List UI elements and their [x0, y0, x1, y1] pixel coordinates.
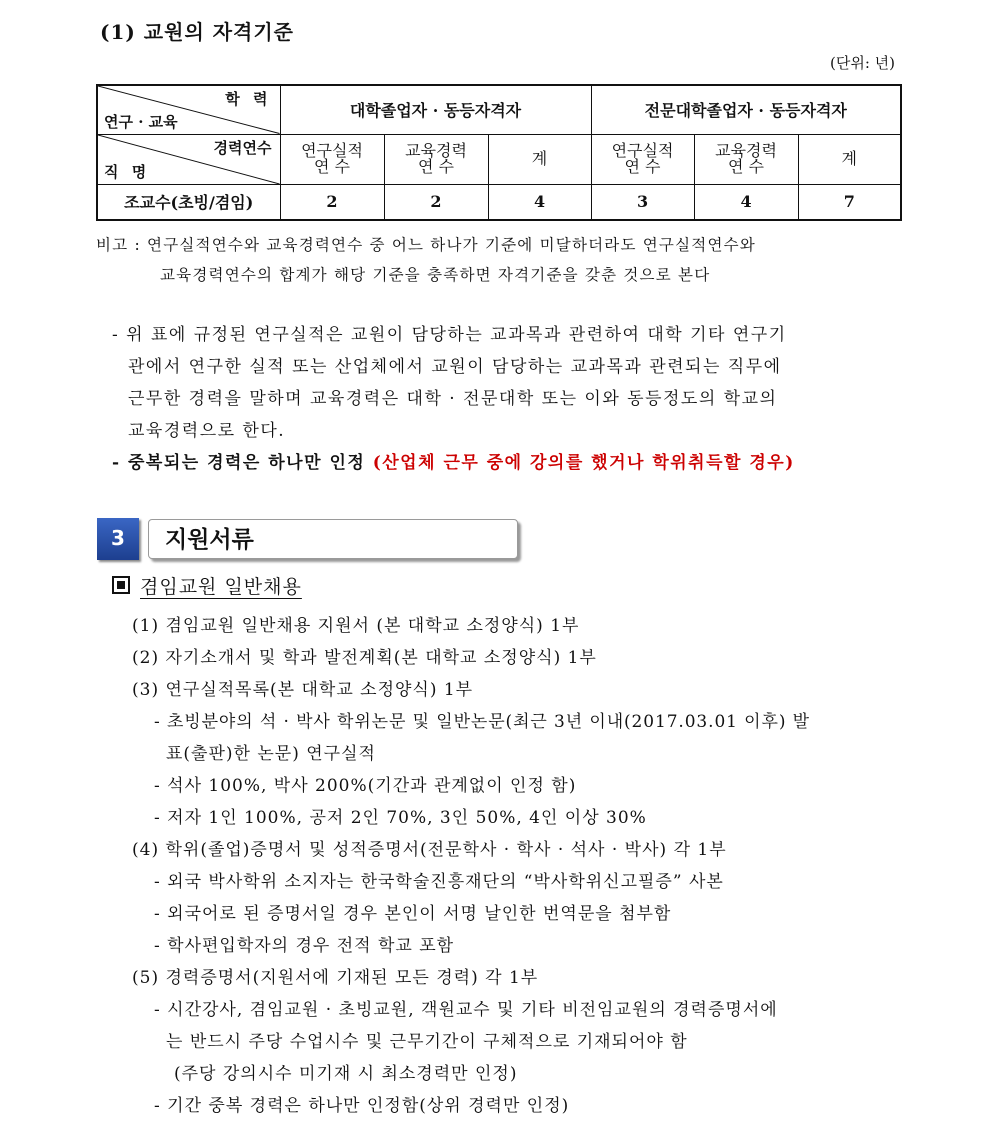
paragraph-line: 근무한 경력을 말하며 교육경력은 대학 · 전문대학 또는 이와 동등정도의 학교의 [128, 389, 778, 409]
list-item: - 외국 박사학위 소지자는 한국학술진흥재단의 “박사학위신고필증” 사본 [154, 872, 724, 892]
list-item: - 시간강사, 겸임교원 · 초빙교원, 객원교수 및 기타 비전임교원의 경력증명서에 [154, 1000, 778, 1020]
corner-label-years: 경력연수 [213, 138, 272, 157]
list-item: (5) 경력증명서(지원서에 기재된 모든 경력) 각 1부 [132, 968, 539, 988]
list-item: - 석사 100%, 박사 200%(기간과 관계없이 인정 함) [154, 776, 577, 796]
filled-square-icon [112, 576, 130, 594]
list-item: - 초빙분야의 석 · 박사 학위논문 및 일반논문(최근 3년 이내(2017.03.01 이후) 발 [154, 712, 810, 732]
list-item: (2) 자기소개서 및 학과 발전계획(본 대학교 소정양식) 1부 [132, 648, 597, 668]
list-item: (1) 겸임교원 일반채용 지원서 (본 대학교 소정양식) 1부 [132, 616, 580, 636]
value-cell: 3 [591, 184, 694, 220]
table-corner-top [97, 85, 280, 134]
list-item: (주당 강의시수 미기재 시 최소경력만 인정) [174, 1064, 518, 1084]
list-item: - 저자 1인 100%, 공저 2인 70%, 3인 50%, 4인 이상 30% [154, 808, 647, 828]
sub-header-research-years-2: 연구실적 연 수 [591, 134, 694, 184]
table-corner-bottom [97, 134, 280, 184]
row-label: 조교수(초빙/겸임) [97, 184, 280, 220]
paragraph-line: 교육경력으로 한다. [128, 421, 286, 441]
value-cell: 4 [694, 184, 798, 220]
paragraph-line: 관에서 연구한 실적 또는 산업체에서 교원이 담당하는 교과목과 관련되는 직무에 [128, 357, 782, 377]
list-item: 는 반드시 주당 수업시수 및 근무기간이 구체적으로 기재되어야 함 [166, 1032, 688, 1052]
corner-label-position: 직 명 [104, 162, 151, 181]
paragraph-line: - 위 표에 규정된 연구실적은 교원이 담당하는 교과목과 관련하여 대학 기타 연구기 [112, 325, 787, 345]
table-note-line-2: 교육경력연수의 합계가 해당 기준을 충족하면 자격기준을 갖춘 것으로 본다 [160, 266, 711, 284]
list-item: - 기간 중복 경력은 하나만 인정함(상위 경력만 인정) [154, 1096, 570, 1116]
sub-header-total-1: 계 [488, 134, 591, 184]
table-note-line-1: 비고 : 연구실적연수와 교육경력연수 중 어느 하나가 기준에 미달하더라도 연구실적연수와 [96, 236, 756, 254]
group-header-college: 전문대학졸업자 · 동등자격자 [591, 85, 901, 134]
value-cell: 2 [384, 184, 488, 220]
sub-header-teaching-years-2: 교육경력 연 수 [694, 134, 798, 184]
list-item: 표(출판)한 논문) 연구실적 [166, 744, 376, 764]
sub-header-teaching-years-1: 교육경력 연 수 [384, 134, 488, 184]
corner-label-education: 학 력 [225, 90, 272, 108]
sub-heading-text: 겸임교원 일반채용 [140, 576, 302, 598]
value-cell: 4 [488, 184, 591, 220]
value-cell: 2 [280, 184, 384, 220]
list-item: (3) 연구실적목록(본 대학교 소정양식) 1부 [132, 680, 474, 700]
list-item: - 외국어로 된 증명서일 경우 본인이 서명 날인한 번역문을 첨부함 [154, 904, 672, 924]
duplicate-career-condition: (산업체 근무 중에 강의를 했거나 학위취득할 경우) [372, 453, 795, 473]
list-item: - 학사편입학자의 경우 전적 학교 포함 [154, 936, 455, 956]
duplicate-career-text: - 중복되는 경력은 하나만 인정 [112, 453, 366, 473]
list-item: (4) 학위(졸업)증명서 및 성적증명서(전문학사 · 학사 · 석사 · 박사) 각 1부 [132, 840, 727, 860]
duplicate-career-note [112, 447, 795, 479]
corner-label-research: 연구 · 교육 [104, 112, 178, 131]
unit-label: (단위: 년) [830, 54, 895, 72]
sub-header-research-years-1: 연구실적 연 수 [280, 134, 384, 184]
qualification-table [96, 84, 902, 221]
sub-heading [112, 572, 302, 599]
section-heading: (1) 교원의 자격기준 [100, 20, 295, 44]
group-header-university: 대학졸업자 · 동등자격자 [280, 85, 591, 134]
section-number-badge: 3 [97, 518, 139, 560]
section-title-box: 지원서류 [148, 519, 518, 559]
value-cell: 7 [798, 184, 901, 220]
sub-header-total-2: 계 [798, 134, 901, 184]
